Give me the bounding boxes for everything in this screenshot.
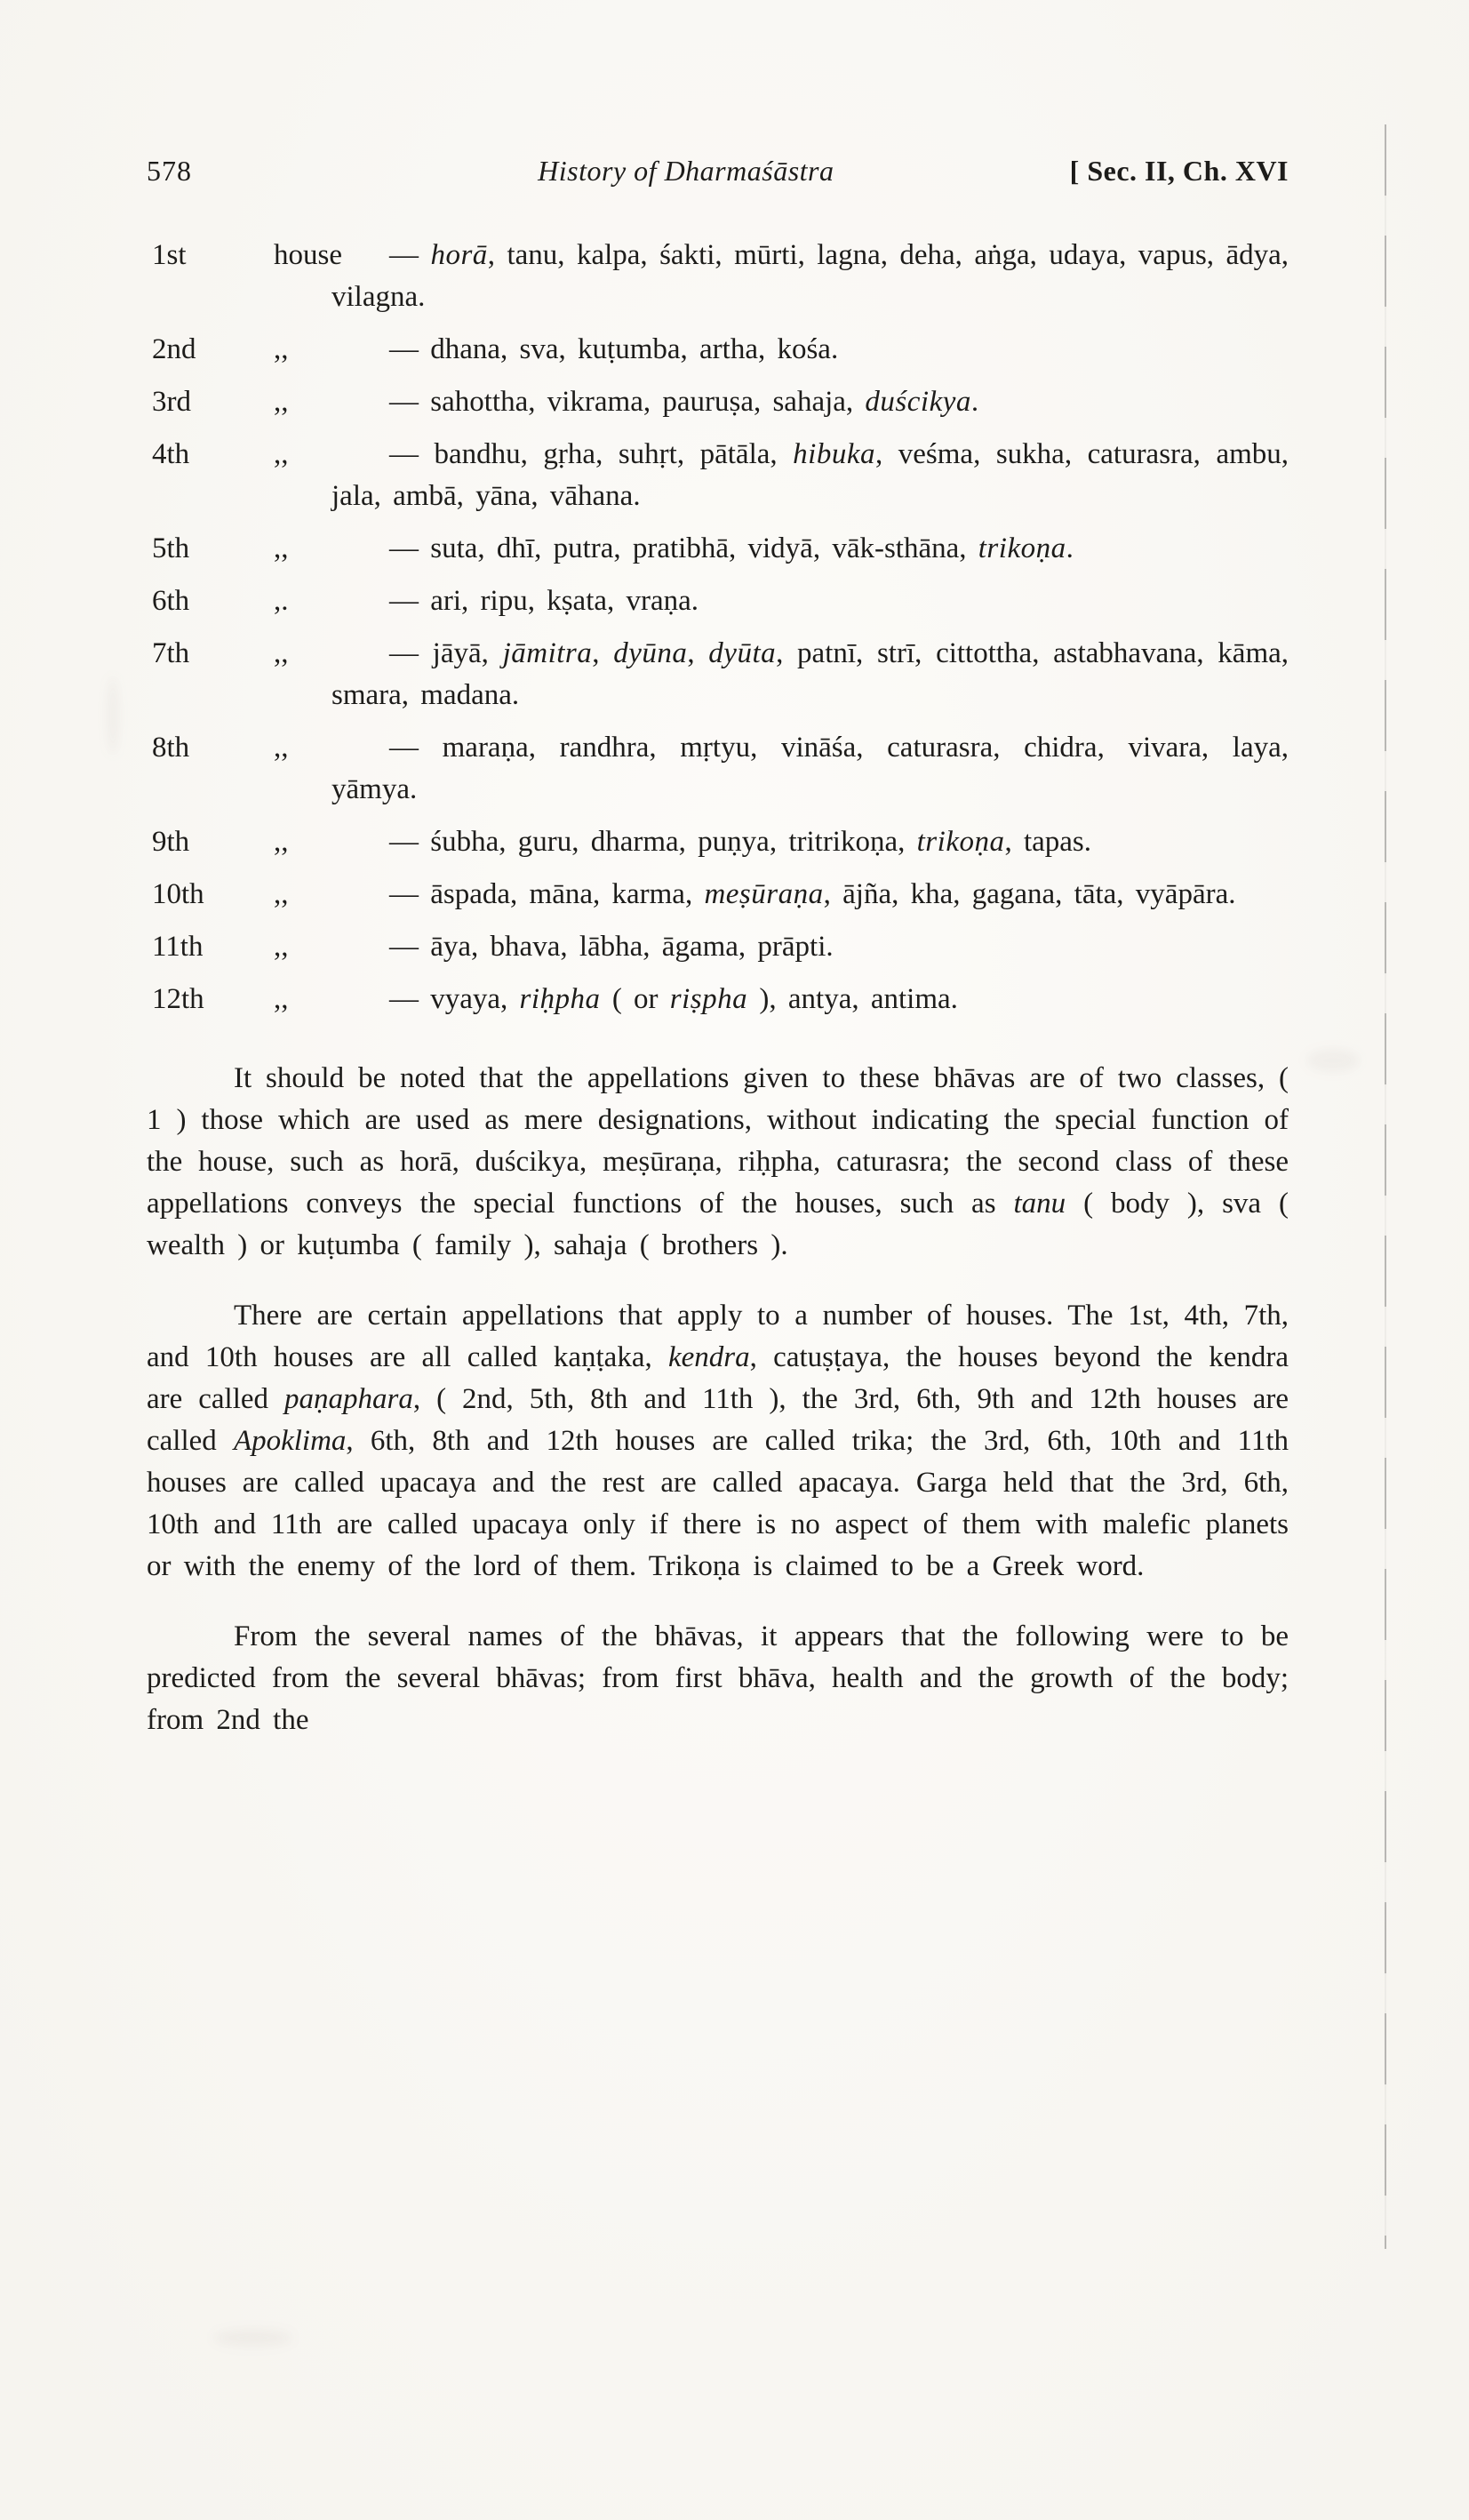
house-ordinal: 7th	[152, 637, 190, 669]
section-reference: [ Sec. II, Ch. XVI	[1069, 155, 1289, 187]
house-entry-3	[147, 381, 1289, 423]
house-entry-6	[147, 580, 1289, 622]
ditto-mark: ,,	[274, 878, 289, 910]
scan-smudge	[1306, 1049, 1360, 1072]
house-names: — ari, ripu, kṣata, vraṇa.	[389, 585, 699, 617]
house-names: — āya, bhava, lābha, āgama, prāpti.	[389, 931, 834, 963]
page-header	[147, 153, 1289, 188]
house-entry-2	[147, 329, 1289, 371]
page-number: 578	[147, 155, 192, 187]
house-entry-4	[147, 434, 1289, 517]
house-ordinal: 6th	[152, 585, 190, 617]
house-names: — dhana, sva, kuṭumba, artha, kośa.	[389, 333, 839, 365]
house-ordinal: 12th	[152, 983, 204, 1015]
house-names: — śubha, guru, dharma, puṇya, tritrikoṇa, trikoṇa, tapas.	[389, 826, 1092, 858]
house-entry-1	[147, 235, 1289, 318]
house-ordinal: 3rd	[152, 386, 191, 418]
house-names: — bandhu, gṛha, suhṛt, pātāla, hibuka, veśma, sukha, caturasra, ambu, jala, ambā, yāna, vāhana.	[331, 438, 1289, 512]
house-entry-10	[147, 874, 1289, 916]
house-ordinal: 10th	[152, 878, 204, 910]
paragraph-house-groups: There are certain appellations that apply to a number of houses. The 1st, 4th, 7th, and 10th houses are all called kaṇṭaka, kendra, catuṣṭaya, the houses beyond the kendra are called paṇaphara, ( 2nd, 5th, 8th and 11th ), the 3rd, 6th, 9th and 12th houses are called Apoklima, 6th, 8th and 12th houses are called trika; the 3rd, 6th, 10th and 11th houses are called upacaya and the rest are called apacaya. Garga held that the 3rd, 6th, 10th and 11th are called upacaya only if there is no aspect of them with malefic planets or with the enemy of the lord of them. Trikoṇa is claimed to be a Greek word.	[147, 1300, 1289, 1582]
house-entry-7	[147, 633, 1289, 716]
house-entry-8	[147, 727, 1289, 811]
paragraph-predictions: From the several names of the bhāvas, it appears that the following were to be predicted from the several bhāvas; from first bhāva, health and the growth of the body; from 2nd the	[147, 1620, 1289, 1736]
running-title: History of Dharmaśāstra	[538, 155, 834, 187]
house-ordinal: 8th	[152, 732, 190, 764]
house-entry-12	[147, 979, 1289, 1020]
house-appellations-list	[147, 235, 1289, 1020]
house-names: — āspada, māna, karma, meṣūraṇa, ājña, kha, gagana, tāta, vyāpāra.	[389, 878, 1236, 910]
scan-smudge	[213, 2329, 293, 2347]
house-ordinal: 4th	[152, 438, 190, 470]
house-names: — maraṇa, randhra, mṛtyu, vināśa, caturasra, chidra, vivara, laya, yāmya.	[331, 732, 1289, 805]
ditto-mark: ,.	[274, 585, 289, 617]
ditto-mark: ,,	[274, 438, 289, 470]
house-entry-9	[147, 821, 1289, 863]
ditto-mark: ,,	[274, 983, 289, 1015]
ditto-mark: ,,	[274, 637, 289, 669]
scan-smudge	[107, 676, 119, 756]
house-names: — suta, dhī, putra, pratibhā, vidyā, vāk-sthāna, trikoṇa.	[389, 532, 1074, 564]
house-ordinal: 11th	[152, 931, 204, 963]
house-names: — sahottha, vikrama, pauruṣa, sahaja, duścikya.	[389, 386, 979, 418]
house-word: house	[274, 239, 342, 271]
house-names: — jāyā, jāmitra, dyūna, dyūta, patnī, strī, cittottha, astabhavana, kāma, smara, madana.	[331, 637, 1289, 711]
house-names: — horā, tanu, kalpa, śakti, mūrti, lagna, deha, aṅga, udaya, vapus, ādya, vilagna.	[331, 239, 1289, 313]
ditto-mark: ,,	[274, 931, 289, 963]
house-ordinal: 2nd	[152, 333, 196, 365]
house-names: — vyaya, riḥpha ( or riṣpha ), antya, antima.	[389, 983, 958, 1015]
ditto-mark: ,,	[274, 532, 289, 564]
house-ordinal: 1st	[152, 239, 187, 271]
ditto-mark: ,,	[274, 732, 289, 764]
house-entry-5	[147, 528, 1289, 570]
scan-artifact-line	[1385, 124, 1386, 2249]
ditto-mark: ,,	[274, 333, 289, 365]
house-ordinal: 9th	[152, 826, 190, 858]
ditto-mark: ,,	[274, 386, 289, 418]
house-ordinal: 5th	[152, 532, 190, 564]
ditto-mark: ,,	[274, 826, 289, 858]
page-content	[147, 153, 1289, 1770]
body-paragraphs	[147, 1058, 1289, 1741]
house-entry-11	[147, 926, 1289, 968]
paragraph-appellation-classes: It should be noted that the appellations given to these bhāvas are of two classes, ( 1 ) those which are used as mere designations, without indicating the special function of the house, such as horā, duścikya, meṣūraṇa, riḥpha, caturasra; the second class of these appellations conveys the special functions of the houses, such as tanu ( body ), sva ( wealth ) or kuṭumba ( family ), sahaja ( brothers ).	[147, 1062, 1289, 1261]
